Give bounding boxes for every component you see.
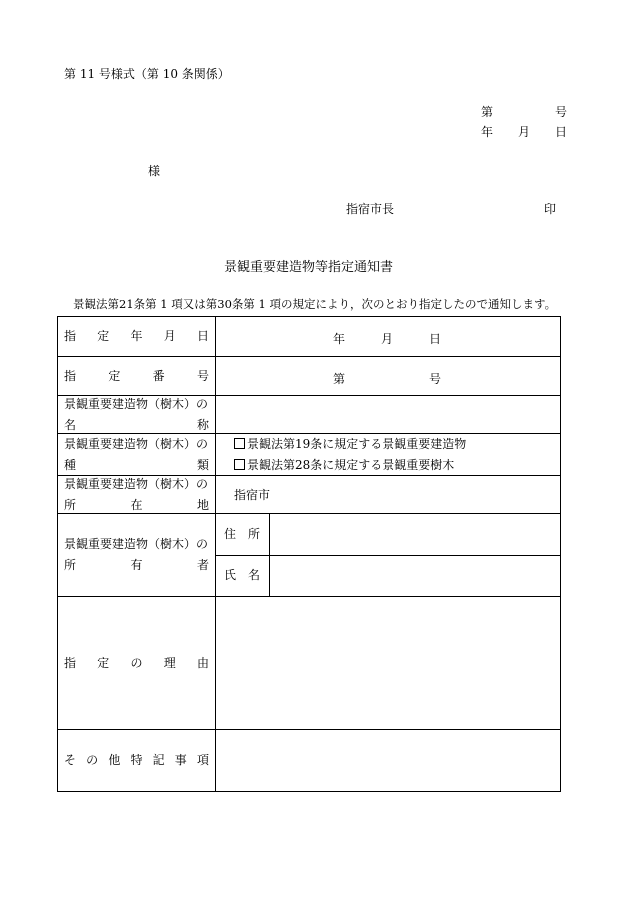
type-label: 景観重要建造物（樹木）の 種 類 — [58, 434, 216, 475]
row-other-notes — [58, 730, 560, 791]
date-year: 年 — [481, 125, 494, 139]
row-designation-date — [58, 317, 560, 357]
designation-date-value[interactable]: 年 月 日 — [333, 332, 441, 346]
checkbox-icon[interactable] — [234, 459, 245, 470]
designation-number-label: 指 定 番 号 — [58, 357, 216, 395]
owner-name-label-cell: 氏 名 — [216, 555, 270, 596]
designation-number-value[interactable]: 第 号 — [333, 372, 441, 386]
reason-value[interactable] — [216, 597, 560, 729]
issuer: 指宿市長 — [346, 202, 395, 216]
owner-label: 景観重要建造物（樹木）の 所 有 者 — [58, 514, 216, 596]
type-option-building[interactable]: 景観法第19条に規定する景観重要建造物 — [234, 434, 560, 455]
date-month: 月 — [517, 125, 530, 139]
owner-name-row — [216, 555, 560, 596]
other-notes-value[interactable] — [216, 730, 560, 791]
location-label: 景観重要建造物（樹木）の 所 在 地 — [58, 476, 216, 513]
date-day: 日 — [554, 125, 567, 139]
other-notes-label: そ の 他 特 記 事 項 — [58, 730, 216, 791]
document-number — [481, 106, 567, 118]
owner-address-label-cell: 住 所 — [216, 514, 270, 555]
name-label: 景観重要建造物（樹木）の 名 称 — [58, 396, 216, 433]
row-owner — [58, 514, 560, 597]
doc-number-suffix: 号 — [554, 105, 567, 119]
addressee-honorific: 様 — [148, 164, 161, 178]
seal-mark: 印 — [544, 202, 557, 216]
row-location — [58, 476, 560, 514]
owner-address-row — [216, 514, 560, 556]
reason-label: 指 定 の 理 由 — [58, 597, 216, 729]
form-number: 第 11 号様式（第 10 条関係） — [64, 67, 230, 81]
name-value[interactable] — [216, 396, 560, 433]
row-reason — [58, 597, 560, 730]
intro-text: 景観法第21条第 1 項又は第30条第 1 項の規定により，次のとおり指定したので通知します。 — [73, 297, 557, 311]
type-options — [216, 434, 560, 475]
owner-values — [216, 514, 560, 596]
doc-number-prefix: 第 — [481, 105, 494, 119]
designation-form-table — [57, 316, 561, 792]
document-title: 景観重要建造物等指定通知書 — [224, 260, 394, 275]
designation-date-label: 指 定 年 月 日 — [58, 317, 216, 356]
location-value[interactable]: 指宿市 — [234, 488, 271, 502]
owner-name-field[interactable] — [269, 555, 560, 596]
row-designation-number — [58, 357, 560, 396]
row-name — [58, 396, 560, 434]
type-option-tree[interactable]: 景観法第28条に規定する景観重要樹木 — [234, 455, 560, 476]
row-type — [58, 434, 560, 476]
owner-address-field[interactable] — [269, 514, 560, 555]
checkbox-icon[interactable] — [234, 438, 245, 449]
document-date — [481, 126, 567, 138]
